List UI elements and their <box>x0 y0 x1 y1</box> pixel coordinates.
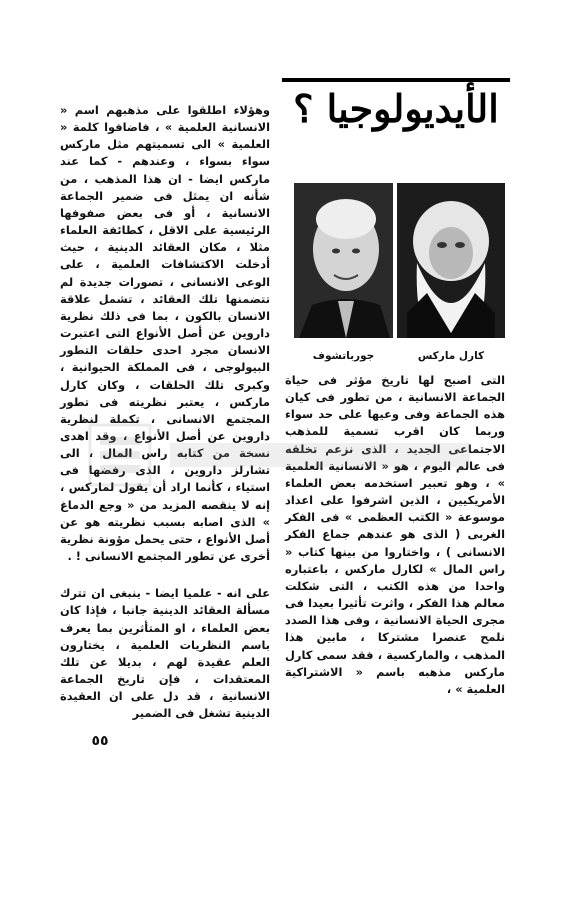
gorbachev-photo <box>294 183 393 338</box>
page-number: ٥٥ <box>91 733 109 749</box>
left-column-paragraph-1: وهؤلاء اطلقوا على مذهبهم اسم « الانسانية العلمية » ، فاضافوا كلمة « العلمية » الى تسميتهم مثل ماركس سواء بسواء ، وعندهم - كما عند ماركس ايضا - ان هذا المذهب ، من شأنه ان يمثل فى ضمير الجماعة الانسانية ، أو فى بعض صفوفها الرئيسية على الاقل ، كطائفة العلماء مثلا ، مكان العقائد الدينية ، حيث أدخلت الاكتشافات العلمية ، على الوعى الانسانى ، تصورات جديدة لم تتضمنها تلك العقائد ، تشمل علاقة الانسان بالكون ، بما فى ذلك نظرية داروين عن أصل الأنواع التى اعتبرت الانسان مجرد احدى حلقات التطور البيولوجى ، فى المملكة الحيوانية ، وكبرى تلك الحلقات ، وكان كارل ماركس ، يعتبر نظريته فى تطور المجتمع الانسانى ، تكملة لنظرية داروين عن أصل الأنواع ، وقد اهدى نسخة من كتابه راس المال ، الى تشارلز داروين ، الذى رفضها فى استياء ، كأنما اراد أن يقول لماركس ، إنه لا ينقصه المزيد من « وجع الدماغ » الذى اصابه بسبب نظريته هو عن أصل الأنواع ، حتى يحمل مؤونة نظرية أخرى عن تطور المجتمع الانسانى ! . <box>60 103 270 564</box>
article-title: الأيديولوجيا ؟ <box>293 86 499 131</box>
right-column-paragraph: التى اصبح لها تاريخ مؤثر فى حياة الجماعة الانسانية ، من تطور فى كيان هذه الجماعة وفى وعيها على حد سواء وربما كان اقرب تسمية للمذهب الاجتماعى الجديد ، الذى نزعم تخلقه فى عالم اليوم ، هو « الانسانية العلمية » ، وهو تعبير استخدمه بعض العلماء الأمريكيين ، الذين اشرفوا على اعداد موسوعة « الكتب العظمى » فى الفكر الغربى ( الذى هو عندهم جماع الفكر الانسانى ) ، واختاروا من بينها كتاب « راس المال » لكارل ماركس ، باعتباره واحدا من هذه الكتب ، التى شكلت معالم هذا الفكر ، واثرت تأثيرا بعيدا فى مجرى الحياة الانسانية ، وفى هذا الصدد نلمح عنصرا مشتركا ، مابين هذا المذهب ، والماركسية ، فقد سمى كارل ماركس مذهبه باسم « الاشتراكية العلمية » ، <box>285 373 505 696</box>
gorbachev-caption: جورباتشوف <box>312 350 375 362</box>
left-column-paragraph-2: على انه - علميا ايضا - ينبغى ان تترك مسألة العقائد الدينية جانبا ، فإذا كان بعض العلماء ، او المتأثرين بما يعرف باسم النظريات العلمية ، يختارون العلم عقيدة لهم ، بديلا عن تلك المعتقدات ، فإن تاريخ الجماعة الانسانية ، قد دل على ان العقيدة الدينية تشغل فى الضمير <box>60 586 270 721</box>
left-column <box>60 102 270 722</box>
marx-photo <box>397 183 505 338</box>
marx-caption: كارل ماركس <box>417 350 485 362</box>
right-column <box>285 372 505 698</box>
title-rule <box>282 78 510 82</box>
